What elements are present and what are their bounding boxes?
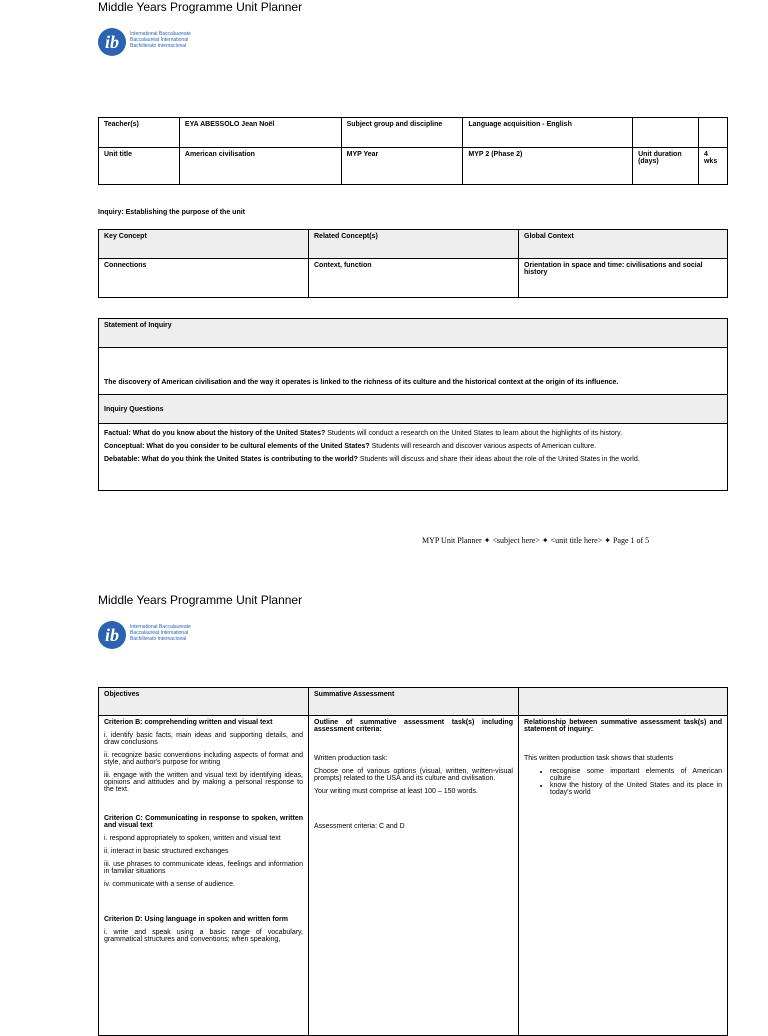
length-text: Your writing must comprise at least 100 – 150 words.	[314, 788, 478, 795]
unit-title-label: Unit title	[99, 148, 180, 185]
statement-table	[98, 318, 728, 491]
objectives-cell	[99, 716, 309, 1036]
criterion-item: ii. recognize basic conventions including aspects of format and style, and author's purpose for writing	[104, 752, 303, 766]
logo-line: Bachillerato Internacional	[130, 636, 187, 642]
subject-label: Subject group and discipline	[341, 118, 463, 148]
ib-logo-icon: ib	[98, 621, 126, 649]
unit-info-table	[98, 117, 728, 185]
logo-line: Bachillerato Internacional	[130, 43, 187, 49]
summative-heading: Outline of summative assessment task(s) including assessment criteria:	[314, 719, 513, 733]
page-title: Middle Years Programme Unit Planner	[98, 0, 303, 14]
key-concept-label: Key Concept	[99, 230, 309, 259]
criterion-c-title: Criterion C: Communicating in response to spoken, written and visual text	[104, 815, 303, 829]
key-concept-value: Connections	[99, 259, 309, 298]
teacher-value: EYA ABESSOLO Jean Noël	[179, 118, 341, 148]
global-context-value: Orientation in space and time: civilisations and social history	[519, 259, 728, 298]
ib-logo	[98, 27, 208, 61]
relationship-heading: Relationship between summative assessment task(s) and statement of inquiry:	[524, 719, 722, 733]
related-concept-value: Context, function	[309, 259, 519, 298]
myp-year-value: MYP 2 (Phase 2)	[463, 148, 633, 185]
unit-title-value: American civilisation	[179, 148, 341, 185]
criterion-item: iv. communicate with a sense of audience.	[104, 881, 235, 888]
third-header	[519, 688, 728, 716]
logo-line: International Baccalaureate	[130, 624, 191, 630]
global-context-label: Global Context	[519, 230, 728, 259]
criterion-item: ii. interact in basic structured exchanges	[104, 848, 229, 855]
relationship-cell	[519, 716, 728, 1036]
ib-logo-2	[98, 620, 208, 654]
statement-text: The discovery of American civilisation and the way it operates is linked to the richness of its culture and the historical context at the origin of its influence.	[99, 348, 728, 395]
relationship-intro: This written production task shows that students	[524, 755, 674, 762]
conceptual-question: Conceptual: What do you consider to be cultural elements of the United States? Students will research and discover various aspects of American culture.	[104, 443, 597, 450]
statement-label: Statement of Inquiry	[99, 319, 728, 348]
unit-duration-value: 4 wks	[698, 148, 727, 185]
questions-label: Inquiry Questions	[99, 395, 728, 424]
logo-line: Baccalauréat International	[130, 630, 189, 636]
logo-line: Baccalauréat International	[130, 37, 189, 43]
summative-cell	[309, 716, 519, 1036]
criterion-item: i. identify basic facts, main ideas and supporting details, and draw conclusions	[104, 732, 303, 746]
relationship-bullet: • know the history of the United States and its place in today's world	[550, 782, 722, 796]
criterion-d-title: Criterion D: Using language in spoken and written form	[104, 916, 288, 923]
objectives-header: Objectives	[99, 688, 309, 716]
criterion-item: i. write and speak using a basic range of vocabulary, grammatical structures and conventions; when speaking,	[104, 929, 303, 943]
factual-question: Factual: What do you know about the history of the United States? Students will conduct a research on the United States to learn about the highlights of its history.	[104, 430, 623, 437]
related-concept-label: Related Concept(s)	[309, 230, 519, 259]
debatable-question: Debatable: What do you think the United States is contributing to the world? Students will discuss and share their ideas about the role of the United States in the world.	[104, 456, 640, 463]
task-label: Written production task:	[314, 755, 388, 762]
unit-duration-label: Unit duration (days)	[633, 148, 699, 185]
inquiry-heading: Inquiry: Establishing the purpose of the unit	[98, 209, 245, 216]
task-text: Choose one of various options (visual, written, written-visual prompts) related to the USA and its culture and civilisation.	[314, 768, 513, 782]
page-title-2: Middle Years Programme Unit Planner	[98, 593, 303, 607]
relationship-list	[524, 768, 722, 796]
ib-logo-icon: ib	[98, 28, 126, 56]
questions-list	[99, 424, 728, 491]
teacher-label: Teacher(s)	[99, 118, 180, 148]
relationship-bullet: • recognise some important elements of American culture	[550, 768, 722, 782]
myp-year-label: MYP Year	[341, 148, 463, 185]
criterion-item: i. respond appropriately to spoken, written and visual text	[104, 835, 281, 842]
criterion-item: iii. engage with the written and visual text by identifying ideas, opinions and attitudes and by making a personal response to the text.	[104, 772, 303, 793]
logo-line: International Baccalaureate	[130, 31, 191, 37]
concepts-table	[98, 229, 728, 298]
summative-header: Summative Assessment	[309, 688, 519, 716]
page-footer: MYP Unit Planner ✦ <subject here> ✦ <unit title here> ✦ Page 1 of 5	[422, 536, 650, 545]
subject-value: Language acquisition - English	[463, 118, 633, 148]
criterion-b-title: Criterion B: comprehending written and visual text	[104, 719, 273, 726]
objectives-table	[98, 687, 728, 1036]
criterion-item: iii. use phrases to communicate ideas, feelings and information in familiar situations	[104, 861, 303, 875]
criteria-text: Assessment criteria: C and D	[314, 823, 405, 830]
